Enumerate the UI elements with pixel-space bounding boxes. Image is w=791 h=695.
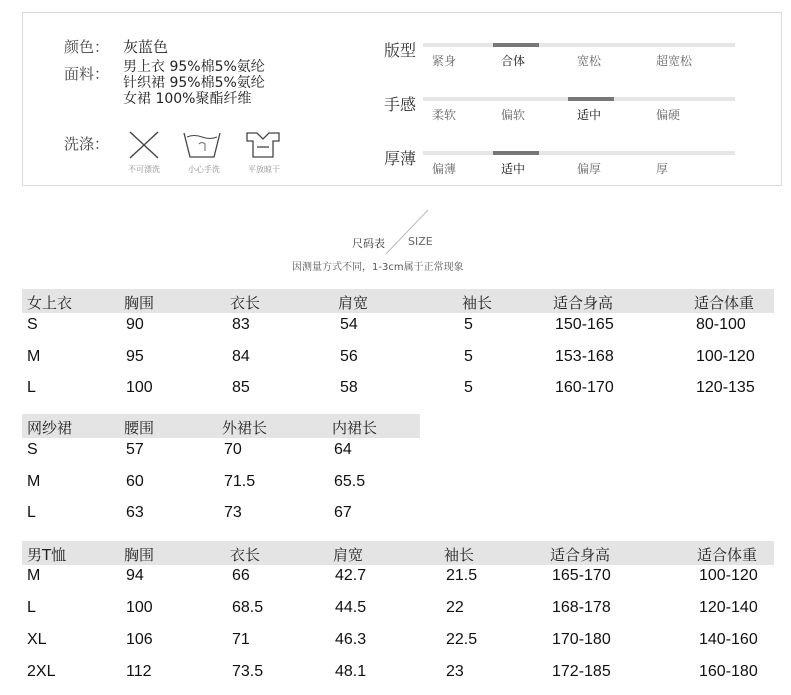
table-cell: 80-100 bbox=[696, 316, 746, 333]
attribute-option: 合体 bbox=[501, 54, 526, 68]
table-cell: 5 bbox=[464, 379, 473, 396]
attribute-option: 适中 bbox=[501, 162, 526, 176]
table-header-cell: 衣长 bbox=[230, 546, 261, 564]
attribute-option: 偏薄 bbox=[432, 162, 457, 176]
table-header-cell: 外裙长 bbox=[222, 419, 268, 437]
table-header-cell: 肩宽 bbox=[333, 546, 364, 564]
table-cell: 66 bbox=[232, 567, 250, 584]
table-header-cell: 网纱裙 bbox=[27, 419, 73, 437]
attribute-option: 偏硬 bbox=[656, 108, 681, 122]
table-row-size: M bbox=[27, 567, 41, 584]
table-row-size: S bbox=[27, 316, 38, 333]
table-cell: 64 bbox=[334, 441, 352, 458]
table-cell: 160-170 bbox=[555, 379, 614, 396]
attribute-option: 偏厚 bbox=[577, 162, 602, 176]
wash-label: 洗涤： bbox=[64, 135, 110, 153]
table-cell: 5 bbox=[464, 316, 473, 333]
table-cell: 172-185 bbox=[552, 663, 611, 680]
table-cell: 106 bbox=[126, 631, 153, 648]
table-cell: 168-178 bbox=[552, 599, 611, 616]
table-cell: 120-135 bbox=[696, 379, 755, 396]
table-cell: 23 bbox=[446, 663, 464, 680]
fabric-line: 女裙 100%聚酯纤维 bbox=[123, 91, 252, 107]
attribute-option: 宽松 bbox=[577, 54, 602, 68]
table-cell: 71 bbox=[232, 631, 250, 648]
table-cell: 112 bbox=[126, 663, 152, 680]
table-row-size: M bbox=[27, 348, 41, 365]
attribute-option: 适中 bbox=[577, 108, 602, 122]
table-cell: 65.5 bbox=[334, 473, 366, 490]
fabric-line: 针织裙 95%棉5%氨纶 bbox=[123, 75, 265, 91]
table-header-cell: 适合体重 bbox=[697, 546, 758, 564]
table-cell: 100 bbox=[126, 599, 153, 616]
table-cell: 100-120 bbox=[699, 567, 758, 584]
table-cell: 95 bbox=[126, 348, 144, 365]
table-cell: 170-180 bbox=[552, 631, 611, 648]
table-cell: 48.1 bbox=[335, 663, 367, 680]
hand-wash-icon bbox=[182, 129, 222, 161]
table-row-size: L bbox=[27, 504, 36, 521]
table-cell: 71.5 bbox=[224, 473, 256, 490]
table-header-cell: 适合身高 bbox=[550, 546, 611, 564]
color-value: 灰蓝色 bbox=[123, 38, 169, 56]
care-caption: 不可漂洗 bbox=[128, 165, 160, 174]
table-cell: 165-170 bbox=[552, 567, 611, 584]
table-row-size: XL bbox=[27, 631, 47, 648]
color-label: 颜色： bbox=[64, 38, 110, 56]
table-cell: 60 bbox=[126, 473, 144, 490]
attribute-option: 偏软 bbox=[501, 108, 526, 122]
table-cell: 21.5 bbox=[446, 567, 478, 584]
table-row-size: L bbox=[27, 599, 36, 616]
table-row-size: S bbox=[27, 441, 38, 458]
size-note: 因测量方式不同，1-3cm属于正常现象 bbox=[292, 262, 464, 273]
table-cell: 42.7 bbox=[335, 567, 367, 584]
table-cell: 160-180 bbox=[699, 663, 758, 680]
attribute-title: 厚薄 bbox=[384, 149, 417, 168]
table-cell: 58 bbox=[340, 379, 358, 396]
table-header-cell: 衣长 bbox=[230, 294, 261, 312]
table-cell: 56 bbox=[340, 348, 358, 365]
table-header-cell: 胸围 bbox=[124, 294, 155, 312]
table-cell: 44.5 bbox=[335, 599, 367, 616]
size-title-en: SIZE bbox=[408, 235, 433, 248]
table-cell: 90 bbox=[126, 316, 144, 333]
table-header-cell: 袖长 bbox=[462, 294, 493, 312]
table-cell: 46.3 bbox=[335, 631, 367, 648]
table-cell: 57 bbox=[126, 441, 144, 458]
table-cell: 73 bbox=[224, 504, 242, 521]
table-cell: 84 bbox=[232, 348, 250, 365]
size-title-cn: 尺码表 bbox=[352, 237, 385, 250]
table-row-size: M bbox=[27, 473, 41, 490]
table-header-cell: 男T恤 bbox=[27, 546, 67, 564]
table-cell: 73.5 bbox=[232, 663, 264, 680]
attribute-option: 紧身 bbox=[432, 54, 457, 68]
attribute-selected-marker bbox=[568, 97, 614, 101]
care-caption: 平放晾干 bbox=[248, 165, 280, 174]
table-cell: 85 bbox=[232, 379, 250, 396]
table-cell: 94 bbox=[126, 567, 144, 584]
table-cell: 68.5 bbox=[232, 599, 264, 616]
table-header-cell: 袖长 bbox=[444, 546, 475, 564]
table-cell: 67 bbox=[334, 504, 352, 521]
attribute-title: 手感 bbox=[384, 95, 417, 114]
table-cell: 83 bbox=[232, 316, 250, 333]
table-row-size: L bbox=[27, 379, 36, 396]
table-cell: 100 bbox=[126, 379, 153, 396]
table-cell: 150-165 bbox=[555, 316, 614, 333]
table-cell: 140-160 bbox=[699, 631, 758, 648]
table-cell: 70 bbox=[224, 441, 242, 458]
fabric-line: 男上衣 95%棉5%氨纶 bbox=[123, 59, 265, 75]
table-header-cell: 女上衣 bbox=[27, 294, 73, 312]
attribute-option: 超宽松 bbox=[656, 54, 693, 68]
table-row-size: 2XL bbox=[27, 663, 56, 680]
attribute-option: 厚 bbox=[656, 162, 669, 176]
attribute-title: 版型 bbox=[384, 41, 417, 60]
care-caption: 小心手洗 bbox=[188, 165, 220, 174]
table-cell: 22 bbox=[446, 599, 464, 616]
no-bleach-icon bbox=[124, 129, 164, 161]
attribute-track bbox=[423, 43, 735, 47]
fabric-label: 面料： bbox=[64, 65, 110, 83]
table-cell: 153-168 bbox=[555, 348, 614, 365]
table-cell: 63 bbox=[126, 504, 144, 521]
attribute-track bbox=[423, 151, 735, 155]
table-header-cell: 适合身高 bbox=[553, 294, 614, 312]
table-header-cell: 肩宽 bbox=[338, 294, 369, 312]
table-header-cell: 适合体重 bbox=[694, 294, 755, 312]
table-cell: 5 bbox=[464, 348, 473, 365]
attribute-option: 柔软 bbox=[432, 108, 457, 122]
table-cell: 54 bbox=[340, 316, 358, 333]
dry-flat-icon bbox=[243, 129, 283, 161]
attribute-selected-marker bbox=[493, 151, 539, 155]
table-cell: 120-140 bbox=[699, 599, 758, 616]
table-header-cell: 腰围 bbox=[124, 419, 155, 437]
table-header-cell: 内裙长 bbox=[332, 419, 378, 437]
table-cell: 22.5 bbox=[446, 631, 478, 648]
attribute-selected-marker bbox=[493, 43, 539, 47]
table-header-cell: 胸围 bbox=[124, 546, 155, 564]
table-cell: 100-120 bbox=[696, 348, 755, 365]
